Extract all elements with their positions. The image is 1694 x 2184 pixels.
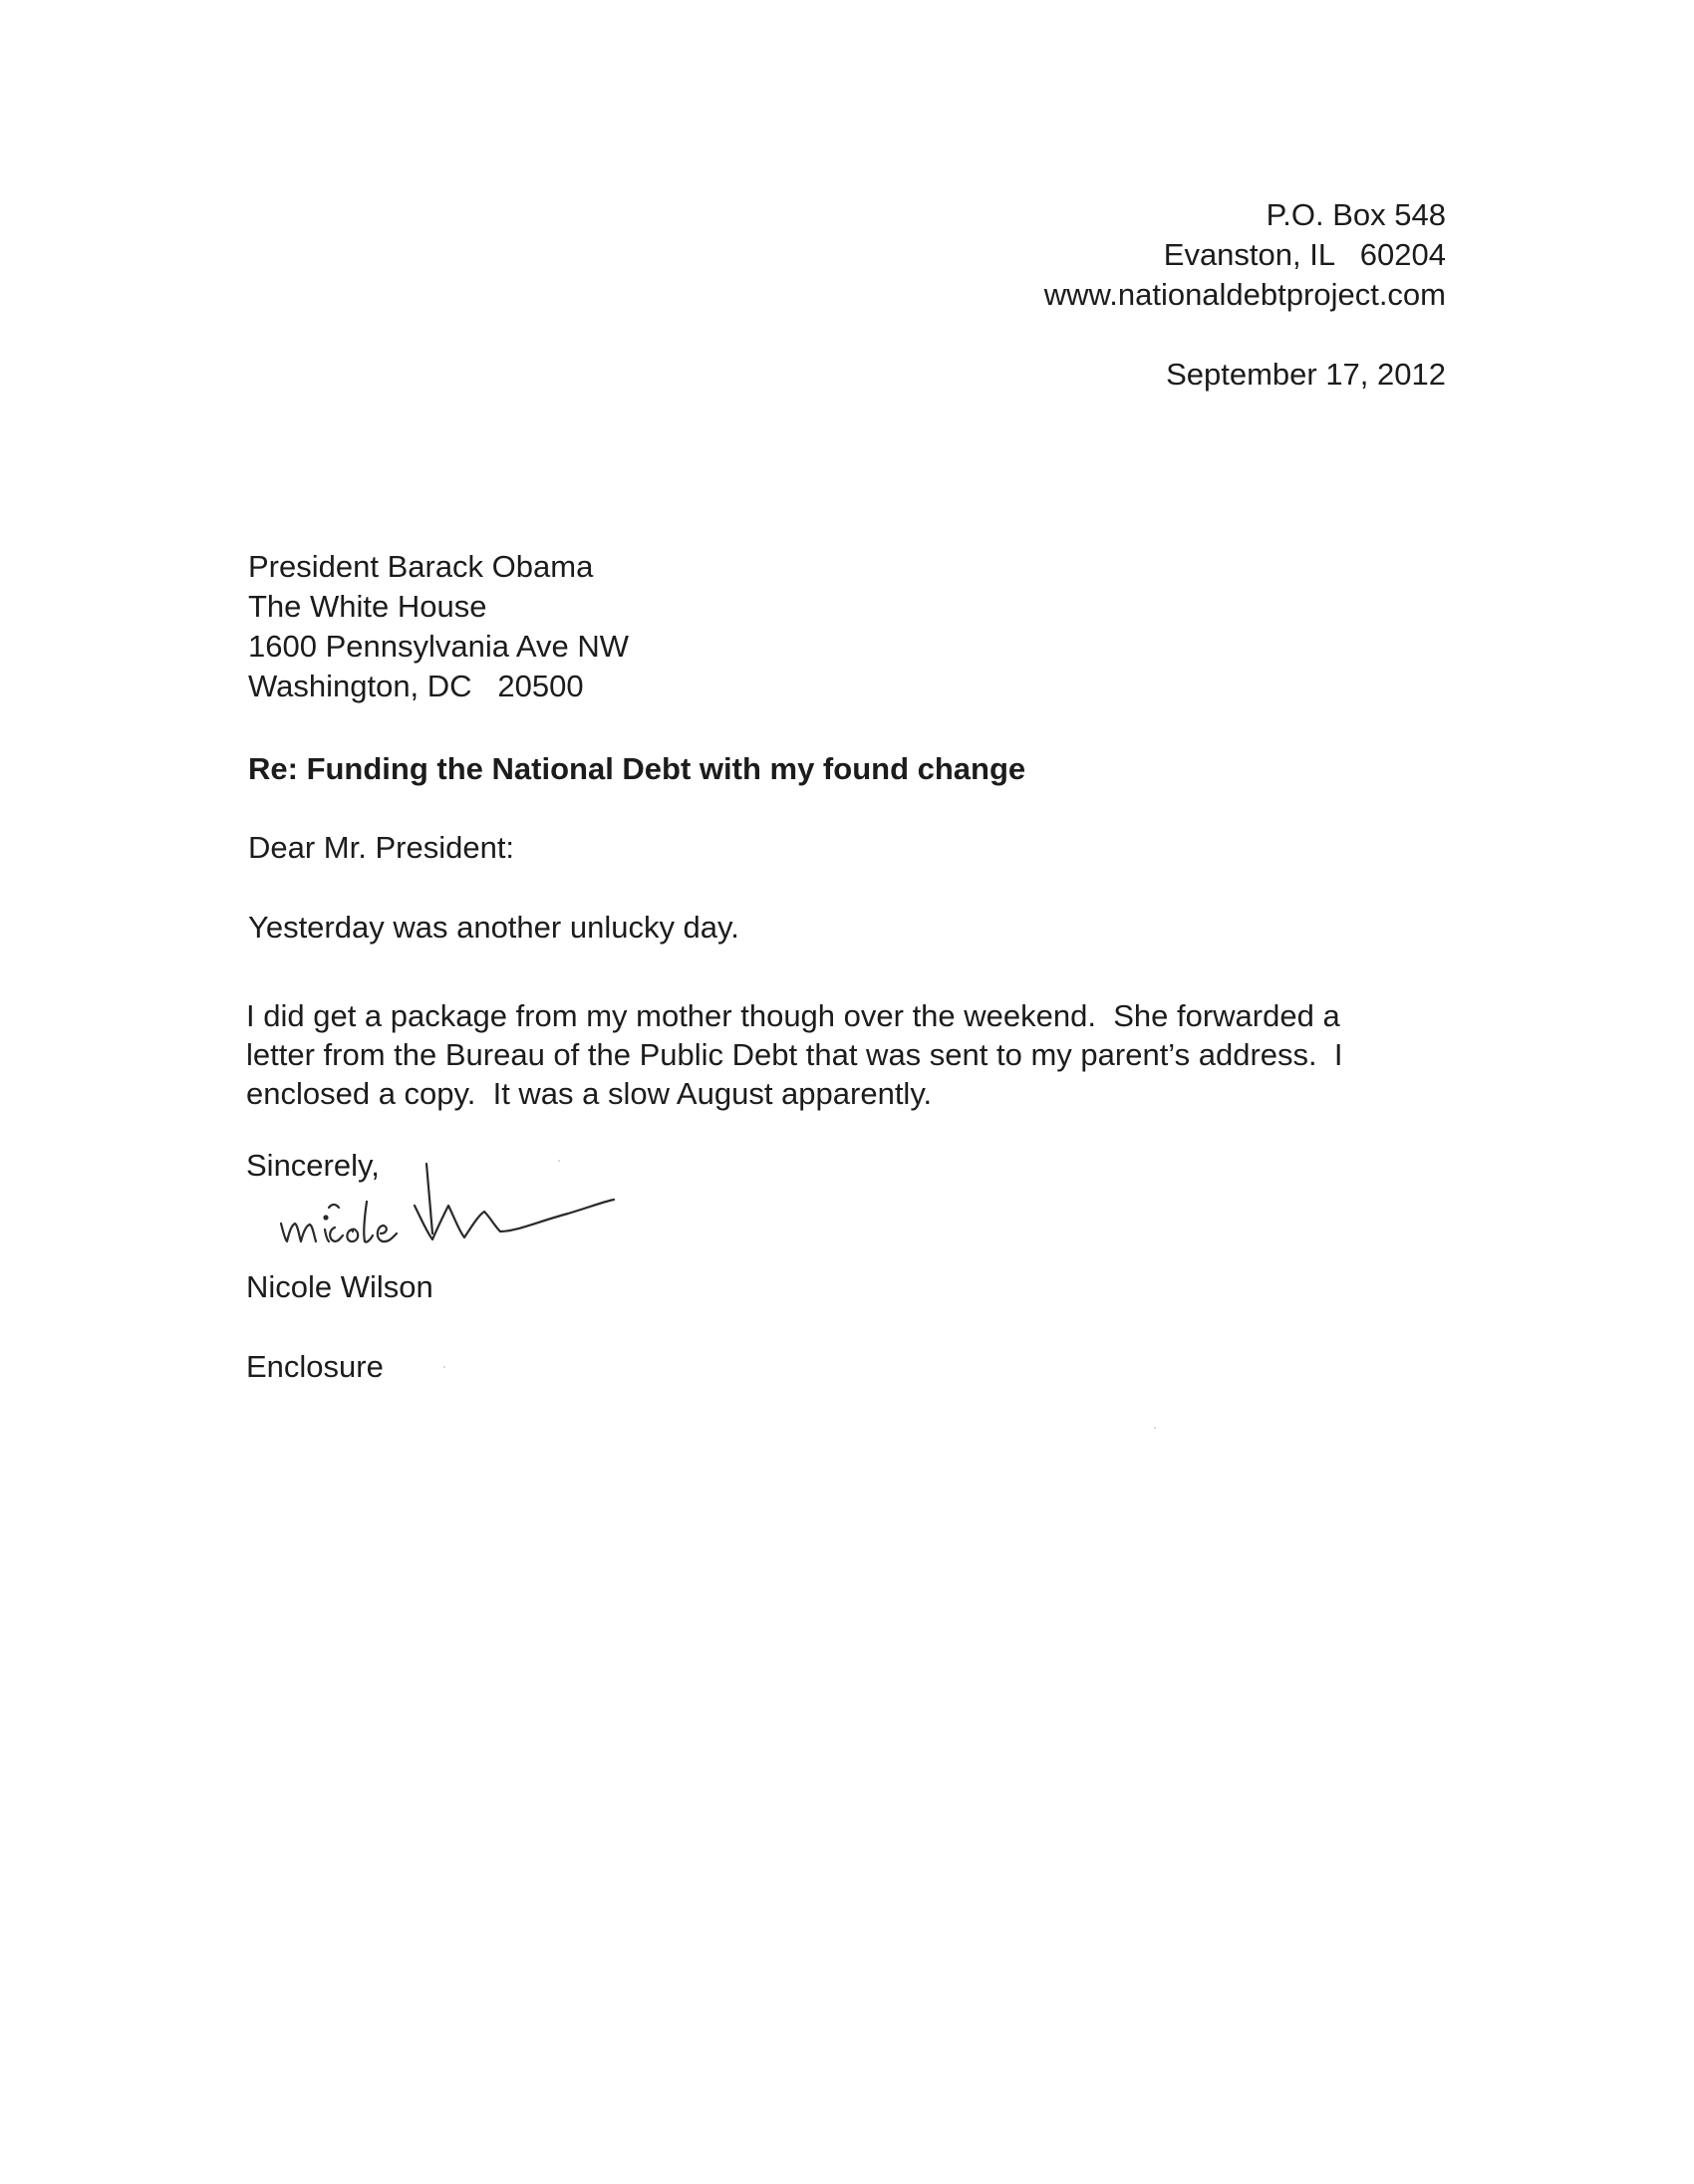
- complimentary-close: Sincerely,: [246, 1148, 380, 1183]
- sender-website: www.nationaldebtproject.com: [1043, 277, 1446, 312]
- body-line: I did get a package from my mother though over the weekend. She forwarded a: [246, 998, 1340, 1033]
- enclosure-notation: Enclosure: [246, 1349, 384, 1384]
- signer-name: Nicole Wilson: [246, 1269, 433, 1304]
- scan-speck: [558, 1160, 560, 1162]
- recipient-address-line: Washington, DC 20500: [248, 669, 584, 703]
- handwritten-signature: [269, 1156, 648, 1265]
- recipient-address-line: 1600 Pennsylvania Ave NW: [248, 629, 629, 664]
- sender-address-line: P.O. Box 548: [1266, 197, 1446, 232]
- scan-speck: [443, 1366, 445, 1368]
- salutation: Dear Mr. President:: [248, 830, 515, 865]
- recipient-address-line: President Barack Obama: [248, 549, 594, 584]
- body-line: enclosed a copy. It was a slow August apparently.: [246, 1076, 933, 1111]
- scan-speck: [1154, 1427, 1156, 1429]
- body-paragraph: [246, 996, 1462, 1113]
- letter-date: September 17, 2012: [1166, 357, 1446, 392]
- recipient-address: [248, 547, 629, 706]
- recipient-address-line: The White House: [248, 589, 487, 624]
- body-line: letter from the Bureau of the Public Debt that was sent to my parent’s address. I: [246, 1037, 1343, 1072]
- sender-address-line: Evanston, IL 60204: [1163, 237, 1446, 272]
- body-paragraph: Yesterday was another unlucky day.: [248, 910, 739, 945]
- sender-address: [1044, 195, 1446, 315]
- subject-line: Re: Funding the National Debt with my found change: [248, 751, 1026, 786]
